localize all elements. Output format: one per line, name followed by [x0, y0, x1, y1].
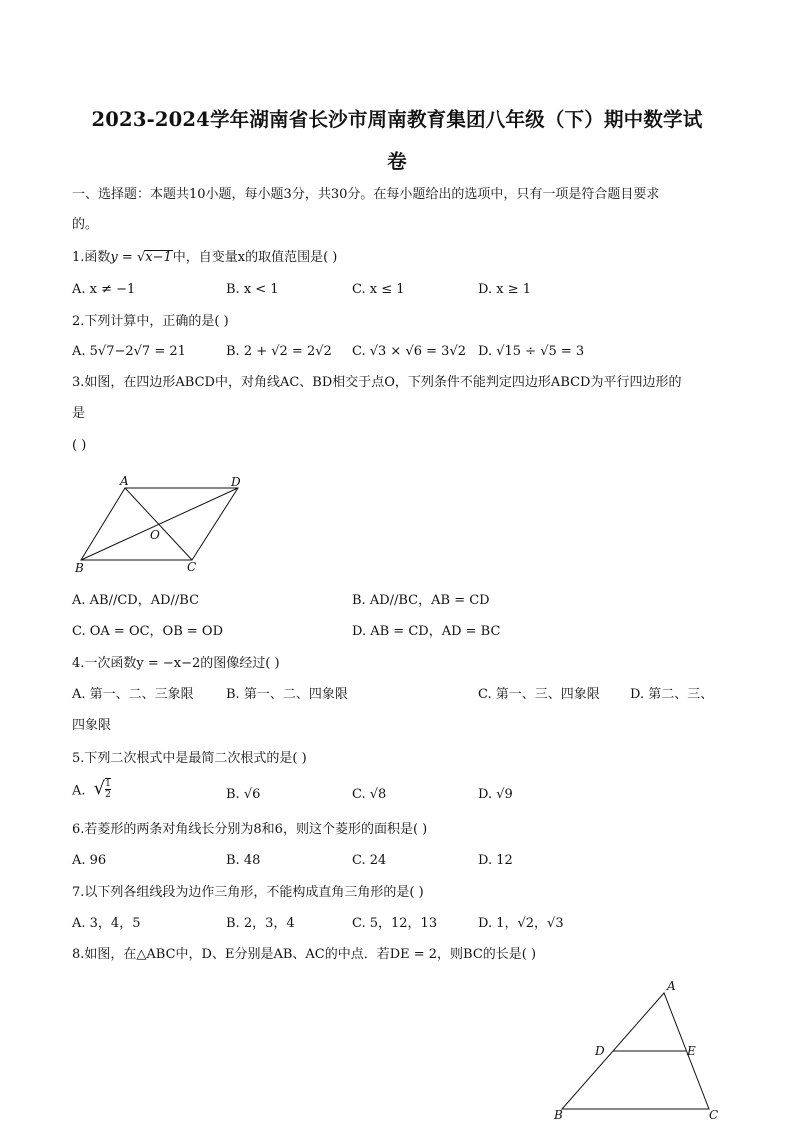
question-3-option-a[interactable]: A. AB//CD，AD//BC [72, 593, 200, 608]
q8-label-d: D [595, 1044, 605, 1058]
question-6-option-d[interactable]: D. 12 [478, 853, 513, 868]
question-3-option-c[interactable]: C. OA = OC，OB = OD [72, 624, 224, 639]
exam-title-line1: 2023-2024学年湖南省长沙市周南教育集团八年级（下）期中数学试 [91, 108, 703, 131]
q8-label-a: A [667, 979, 676, 993]
question-3-stem-line3: ( ) [72, 438, 87, 453]
q8-label-e: E [687, 1044, 696, 1058]
q3-label-a: A [120, 474, 129, 488]
question-2-option-b[interactable]: B. 2 + √2 = 2√2 [226, 344, 332, 359]
question-2-option-c[interactable]: C. √3 × √6 = 3√2 [352, 344, 466, 359]
question-3-option-b[interactable]: B. AD//BC，AB = CD [352, 593, 490, 608]
question-2-option-d[interactable]: D. √15 ÷ √5 = 3 [478, 344, 585, 359]
q3-label-o: O [150, 528, 160, 542]
question-7-option-a[interactable]: A. 3，4，5 [72, 916, 141, 931]
question-8-stem: 8.如图，在△ABC中，D、E分别是AB、AC的中点．若DE = 2，则BC的长是( ) [72, 947, 537, 962]
section-heading-line2: 的。 [72, 217, 99, 232]
question-5-stem: 5.下列二次根式中是最简二次根式的是( ) [72, 751, 307, 766]
question-1-prefix: 1.函数 [72, 250, 111, 265]
question-2-option-a[interactable]: A. 5√7−2√7 = 21 [72, 344, 186, 359]
question-2-stem: 2.下列计算中，正确的是( ) [72, 314, 229, 329]
question-7-stem: 7.以下列各组线段为边作三角形，不能构成直角三角形的是( ) [72, 885, 424, 900]
question-1-radicand: x−1 [145, 250, 172, 265]
q3-label-b: B [75, 561, 84, 575]
question-6-option-a[interactable]: A. 96 [72, 853, 107, 868]
question-7-option-d[interactable]: D. 1，√2，√3 [478, 916, 564, 931]
q8-label-c: C [709, 1108, 719, 1121]
question-5-option-d[interactable]: D. √9 [478, 787, 513, 802]
question-4-stem: 4.一次函数y = −x−2的图像经过( ) [72, 656, 280, 671]
q3-label-d: D [231, 475, 241, 489]
q8-label-b: B [554, 1108, 563, 1121]
question-5-option-a-radical: √ $\frac{1}{2}$ [93, 778, 111, 800]
question-1-option-b[interactable]: B. x < 1 [226, 282, 279, 297]
question-3-stem-line1: 3.如图，在四边形ABCD中，对角线AC、BD相交于点O，下列条件不能判定四边形ABCD为平行四边形的 [72, 375, 682, 390]
question-3-parallelogram-figure [72, 472, 262, 577]
question-6-stem: 6.若菱形的两条对角线长分别为8和6，则这个菱形的面积是( ) [72, 822, 428, 837]
question-1-stem: 1.函数y = √ x−1中，自变量x的取值范围是( ) [72, 249, 337, 267]
question-6-option-b[interactable]: B. 48 [226, 853, 261, 868]
section-heading-line1: 一、选择题：本题共10小题，每小题3分，共30分。在每小题给出的选项中，只有一项是符合题目要求 [72, 187, 660, 202]
question-4-option-d[interactable]: D. 第二、三、 [630, 687, 714, 702]
question-3-option-d[interactable]: D. AB = CD，AD = BC [352, 624, 501, 639]
question-7-option-c[interactable]: C. 5，12，13 [352, 916, 438, 931]
question-8-triangle-figure [548, 975, 728, 1121]
question-1-suffix: 中，自变量x的取值范围是( ) [172, 250, 338, 265]
question-6-option-c[interactable]: C. 24 [352, 853, 387, 868]
question-5-option-b[interactable]: B. √6 [226, 787, 261, 802]
question-1-option-c[interactable]: C. x ≤ 1 [352, 282, 405, 297]
question-7-option-b[interactable]: B. 2，3，4 [226, 916, 295, 931]
question-4-option-c[interactable]: C. 第一、三、四象限 [478, 687, 600, 702]
q3-label-c: C [187, 560, 197, 574]
question-1-option-d[interactable]: D. x ≥ 1 [478, 282, 531, 297]
exam-title-line2: 卷 [387, 150, 407, 173]
question-4-option-d-continued: 四象限 [72, 718, 112, 733]
question-5-option-c[interactable]: C. √8 [352, 787, 387, 802]
question-5-option-a[interactable]: A. √ $\frac{1}{2}$ [72, 778, 111, 800]
question-3-stem-line2: 是 [72, 406, 86, 421]
question-1-option-a[interactable]: A. x ≠ −1 [72, 282, 136, 297]
question-4-option-b[interactable]: B. 第一、二、四象限 [226, 687, 348, 702]
question-4-option-a[interactable]: A. 第一、二、三象限 [72, 687, 194, 702]
